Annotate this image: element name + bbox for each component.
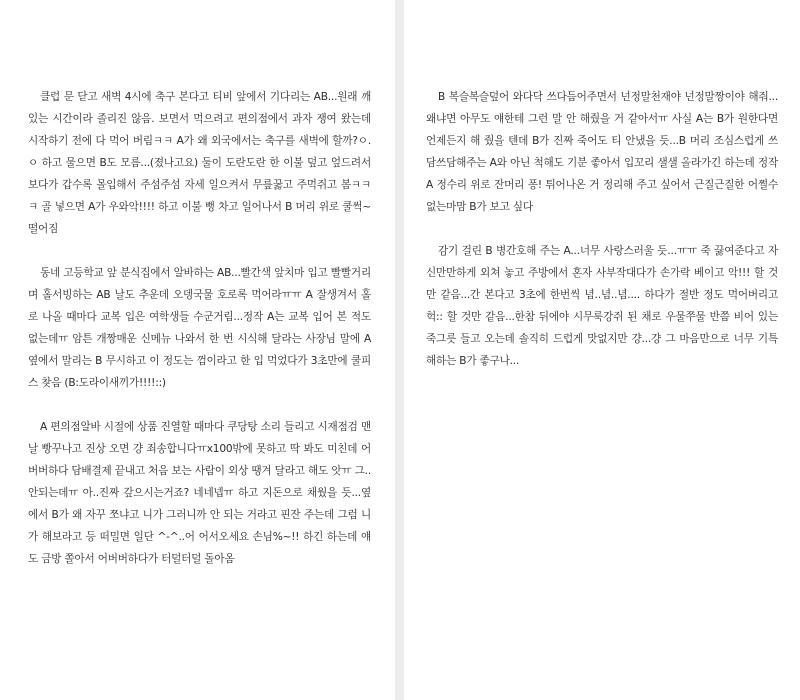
left-page	[0, 0, 395, 700]
right-paragraph-1: B 복슬복슬덮어 와다닥 쓰다듬어주면서 넌정말천재야 넌정말짱이야 해줘...왜냐면 아무도 얘한테 그런 말 안 해줬을 거 같아서ㅠ 사실 A는 B가 원한다면 언제든지 해 줬을 텐데 B가 진짜 죽어도 티 안냈을 듯...B 머리 조심스럽게 쓰담쓰담해주는 A와 아닌 척해도 기분 좋아서 입꼬리 샐샐 올라가긴 하는데 정작 A 정수리 위로 잔머리 퐁! 튀어나온 거 정리해 주고 싶어서 근질근질한 어쩔수없는마맘 B가 보고 싶다	[426, 91, 778, 213]
left-paragraph-1: 클럽 문 닫고 새벽 4시에 축구 본다고 티비 앞에서 기다리는 AB...원래 깨 있는 시간이라 졸리진 않음. 보면서 먹으려고 편의점에서 과자 쟁여 왔는데 시작하기 전에 다 먹어 버림ㅋㅋ A가 왜 외국에서는 축구를 새벽에 할까?ㅇ.ㅇ 하고 물으면 B도 모름...(졌나고요) 둘이 도란도란 한 이불 덮고 엎드려서 보다가 갑수록 몰입해서 주섬주섬 자세 일으켜서 무릎꿇고 주먹쥐고 봄ㅋㅋㅋ 골 넣으면 A가 우와악!!!! 하고 이불 뻥 차고 일어나서 B 머리 위로 쿨썩~ 떨어짐	[28, 91, 371, 235]
right-page	[404, 0, 800, 700]
right-paragraph-2: 감기 걸린 B 병간호해 주는 A...너무 사랑스러울 듯...ㅠㅠ 죽 끓여준다고 자신만만하게 외쳐 놓고 주방에서 혼자 사부작대다가 손가락 베이고 악!!! 할 것만 같음...간 본다고 3초에 한번씩 념..념..념.... 하다가 절반 정도 먹어버리고 헉:: 할 것만 같음...한참 뒤에야 시무룩강쥐 된 채로 우물쭈물 반쯤 비어 있는 죽그릇 들고 오는데 솔직히 드럽게 맛없지만 걍...걍 그 마음만으로 너무 기특해하는 B가 좋구나...	[426, 245, 778, 367]
left-paragraph-3: A 편의점알바 시절에 상품 진열할 때마다 쿠당탕 소리 들리고 시재점검 맨날 빵꾸나고 진상 오면 걍 죄송합니다ㅠx100밖에 못하고 딱 봐도 미친데 어버버하다 담배결제 끝내고 처음 보는 사람이 외상 땡겨 달라고 해도 앗ㅠ 그..안되는데ㅠ 아..진짜 갚으시는거죠? 네네넵ㅠ 하고 지돈으로 채웠을 듯...옆에서 B가 왜 자꾸 쪼냐고 니가 그러니까 안 되는 거라고 핀잔 주는데 그럼 니가 해보라고 등 떠밀면 일단 ^-^..어 어서오세요 손님%~!! 하긴 하는데 얘도 금방 쫄아서 어버버하다가 터덜터덜 돌아옴	[28, 421, 371, 565]
left-paragraph-2: 동네 고등학교 앞 분식집에서 알바하는 AB...빨간색 앞치마 입고 빨빨거리며 홀서빙하는 AB 날도 추운데 오뎅국물 호로록 먹어라ㅠㅠ A 잘생겨서 홀로 나올 때마다 교복 입은 여학생들 수군거림...정작 A는 교복 입어 본 적도 없는데ㅠ 암튼 개짱매운 신메뉴 나와서 한 번 시식해 달라는 사장님 말에 A 옆에서 말리는 B 무시하고 이 정도는 껌이라고 한 입 먹었다가 3초만에 쿨피스 찾음 (B:도라이새끼가!!!!::)	[28, 267, 371, 389]
